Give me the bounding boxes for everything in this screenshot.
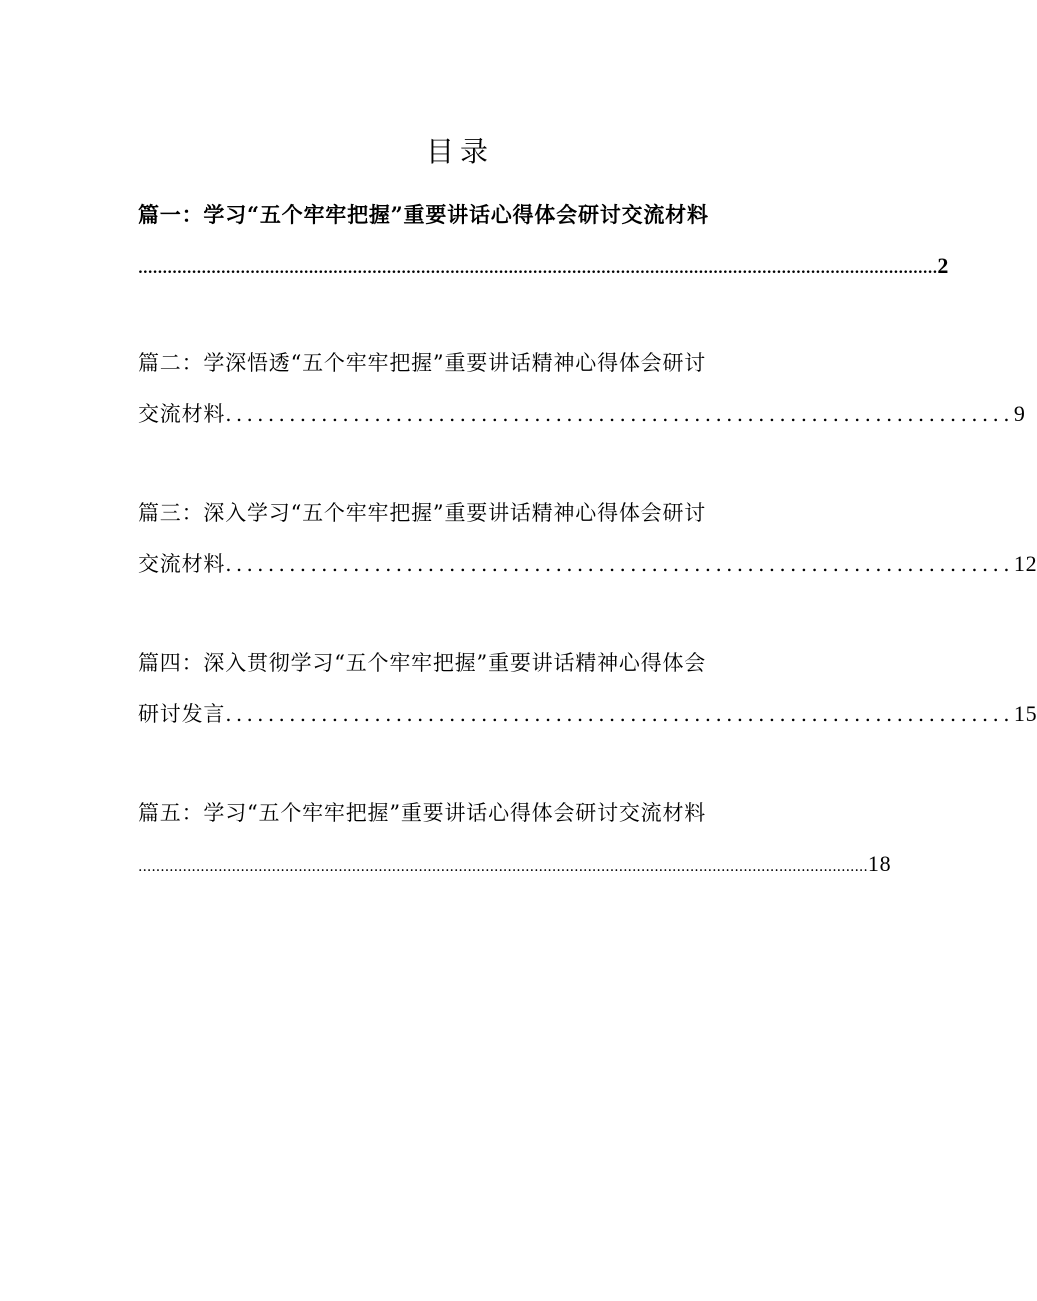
toc-entry-2-page: 9 [1013,401,1026,426]
toc-dot-leader: .......................................................................... [225,402,1014,426]
toc-entry-5-page: 18 [867,851,892,876]
toc-entry-3-title-cont: 交流材料 [138,552,226,576]
toc-entry-4-leader[interactable] [138,696,1037,732]
toc-entry-3-page: 12 [1013,551,1037,576]
toc-entry-2-title-cont: 交流材料 [138,402,226,426]
toc-entry-1-leader[interactable] [138,248,950,284]
toc-dot-leader: .................................................................................................................................................................... [138,261,938,277]
toc-title: 目录 [425,135,494,168]
toc-entry-5-title[interactable]: 篇五：学习“五个牢牢把握”重要讲话心得体会研讨交流材料 [138,801,707,825]
toc-entry-5-leader[interactable] [138,846,892,882]
toc-entry-1-page: 2 [937,253,950,278]
toc-entry-3-leader[interactable] [138,546,1037,582]
toc-dot-leader: .......................................................................... [225,702,1014,726]
toc-dot-leader: .......................................................................... [225,552,1014,576]
toc-entry-4-page: 15 [1013,701,1037,726]
toc-entry-3-title[interactable]: 篇三：深入学习“五个牢牢把握”重要讲话精神心得体会研讨 [138,501,707,525]
toc-dot-leader: .................................................................................................................................................................... [138,859,868,875]
toc-entry-1-title[interactable]: 篇一：学习“五个牢牢把握”重要讲话心得体会研讨交流材料 [138,202,709,227]
toc-entry-2-leader[interactable] [138,396,1026,432]
toc-entry-2-title[interactable]: 篇二：学深悟透“五个牢牢把握”重要讲话精神心得体会研讨 [138,351,707,375]
toc-entry-4-title-cont: 研讨发言 [138,702,226,726]
toc-entry-4-title[interactable]: 篇四：深入贯彻学习“五个牢牢把握”重要讲话精神心得体会 [138,651,707,675]
